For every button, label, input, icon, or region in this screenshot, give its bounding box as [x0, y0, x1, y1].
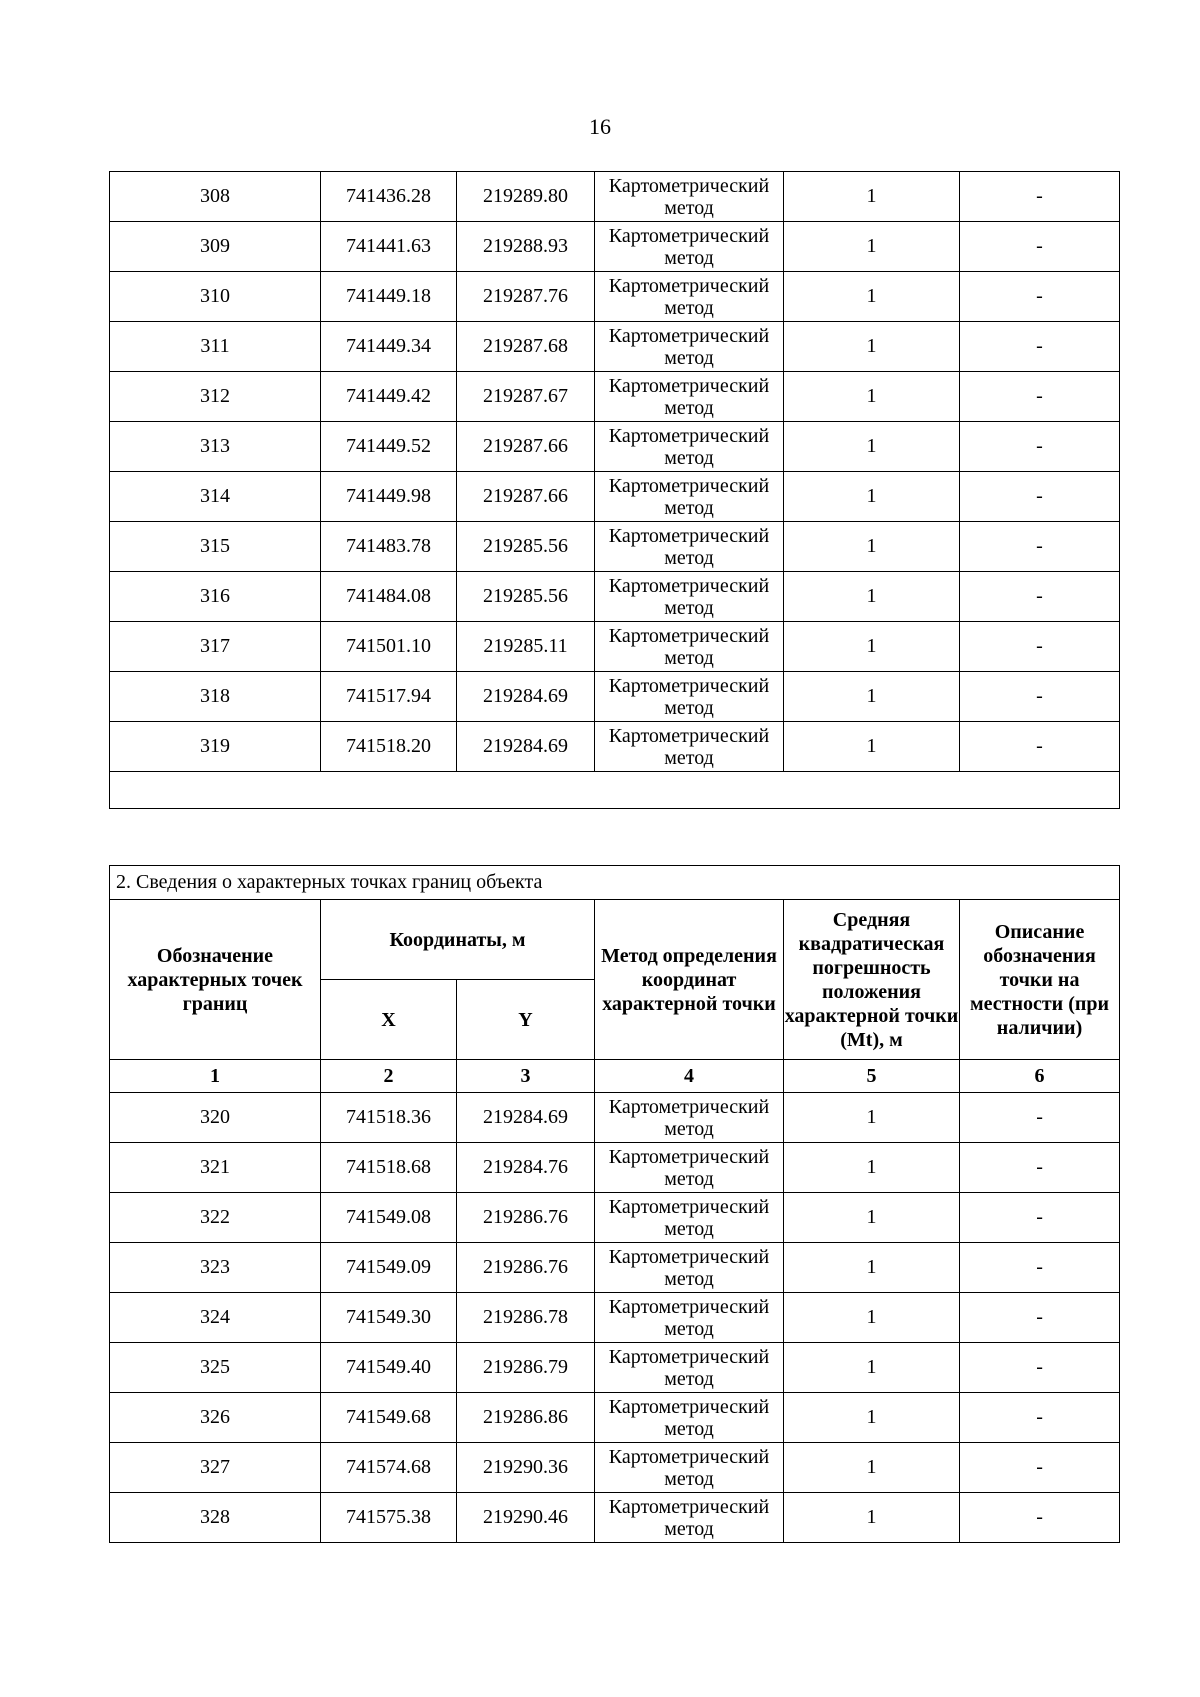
header-row-1	[110, 900, 1120, 980]
table-row	[110, 272, 1120, 322]
x-coordinate-cell: 741518.20	[321, 722, 457, 772]
x-coordinate-cell: 741441.63	[321, 222, 457, 272]
description-cell: -	[960, 372, 1120, 422]
y-coordinate-cell: 219288.93	[457, 222, 595, 272]
x-coordinate-cell: 741549.68	[321, 1393, 457, 1443]
error-cell: 1	[784, 1493, 960, 1543]
y-coordinate-cell: 219286.79	[457, 1343, 595, 1393]
method-cell: Картометрический метод	[595, 472, 784, 522]
description-cell: -	[960, 222, 1120, 272]
point-id-cell: 325	[110, 1343, 321, 1393]
point-id-cell: 323	[110, 1243, 321, 1293]
point-id-cell: 314	[110, 472, 321, 522]
boundary-points-table-continued	[109, 171, 1120, 809]
error-cell: 1	[784, 1193, 960, 1243]
header-error: Средняя квадратическая погрешность положения характерной точки (Mt), м	[784, 900, 960, 1060]
y-coordinate-cell: 219284.69	[457, 1093, 595, 1143]
point-id-cell: 316	[110, 572, 321, 622]
method-cell: Картометрический метод	[595, 1293, 784, 1343]
x-coordinate-cell: 741549.30	[321, 1293, 457, 1343]
point-id-cell: 324	[110, 1293, 321, 1343]
point-id-cell: 309	[110, 222, 321, 272]
error-cell: 1	[784, 372, 960, 422]
x-coordinate-cell: 741549.08	[321, 1193, 457, 1243]
table-row	[110, 1243, 1120, 1293]
y-coordinate-cell: 219286.76	[457, 1193, 595, 1243]
error-cell: 1	[784, 622, 960, 672]
description-cell: -	[960, 722, 1120, 772]
point-id-cell: 322	[110, 1193, 321, 1243]
table-row	[110, 1193, 1120, 1243]
header-method: Метод определения координат характерной точки	[595, 900, 784, 1060]
column-number: 2	[321, 1060, 457, 1093]
description-cell: -	[960, 1343, 1120, 1393]
error-cell: 1	[784, 1393, 960, 1443]
table-row	[110, 422, 1120, 472]
y-coordinate-cell: 219284.69	[457, 722, 595, 772]
x-coordinate-cell: 741518.36	[321, 1093, 457, 1143]
table-row	[110, 622, 1120, 672]
error-cell: 1	[784, 722, 960, 772]
method-cell: Картометрический метод	[595, 1493, 784, 1543]
error-cell: 1	[784, 222, 960, 272]
y-coordinate-cell: 219284.76	[457, 1143, 595, 1193]
empty-cell	[110, 772, 1120, 809]
header-x: X	[321, 980, 457, 1060]
description-cell: -	[960, 1093, 1120, 1143]
description-cell: -	[960, 522, 1120, 572]
method-cell: Картометрический метод	[595, 372, 784, 422]
x-coordinate-cell: 741449.52	[321, 422, 457, 472]
table-row	[110, 322, 1120, 372]
error-cell: 1	[784, 472, 960, 522]
description-cell: -	[960, 172, 1120, 222]
y-coordinate-cell: 219287.76	[457, 272, 595, 322]
error-cell: 1	[784, 1243, 960, 1293]
table-row	[110, 222, 1120, 272]
point-id-cell: 310	[110, 272, 321, 322]
y-coordinate-cell: 219284.69	[457, 672, 595, 722]
x-coordinate-cell: 741436.28	[321, 172, 457, 222]
x-coordinate-cell: 741517.94	[321, 672, 457, 722]
table1-body	[110, 172, 1120, 772]
point-id-cell: 312	[110, 372, 321, 422]
description-cell: -	[960, 622, 1120, 672]
table1-empty-row	[110, 772, 1120, 809]
description-cell: -	[960, 472, 1120, 522]
method-cell: Картометрический метод	[595, 1393, 784, 1443]
method-cell: Картометрический метод	[595, 572, 784, 622]
point-id-cell: 315	[110, 522, 321, 572]
description-cell: -	[960, 422, 1120, 472]
point-id-cell: 318	[110, 672, 321, 722]
point-id-cell: 319	[110, 722, 321, 772]
point-id-cell: 311	[110, 322, 321, 372]
error-cell: 1	[784, 172, 960, 222]
description-cell: -	[960, 672, 1120, 722]
method-cell: Картометрический метод	[595, 672, 784, 722]
header-y: Y	[457, 980, 595, 1060]
method-cell: Картометрический метод	[595, 1093, 784, 1143]
table-row	[110, 1493, 1120, 1543]
header-description: Описание обозначения точки на местности (при наличии)	[960, 900, 1120, 1060]
method-cell: Картометрический метод	[595, 522, 784, 572]
y-coordinate-cell: 219286.76	[457, 1243, 595, 1293]
error-cell: 1	[784, 672, 960, 722]
method-cell: Картометрический метод	[595, 422, 784, 472]
point-id-cell: 326	[110, 1393, 321, 1443]
table-row	[110, 1443, 1120, 1493]
description-cell: -	[960, 1293, 1120, 1343]
table-row	[110, 1093, 1120, 1143]
x-coordinate-cell: 741518.68	[321, 1143, 457, 1193]
description-cell: -	[960, 1243, 1120, 1293]
error-cell: 1	[784, 272, 960, 322]
y-coordinate-cell: 219286.86	[457, 1393, 595, 1443]
error-cell: 1	[784, 1443, 960, 1493]
method-cell: Картометрический метод	[595, 222, 784, 272]
method-cell: Картометрический метод	[595, 1343, 784, 1393]
method-cell: Картометрический метод	[595, 622, 784, 672]
column-number: 5	[784, 1060, 960, 1093]
table-row	[110, 1143, 1120, 1193]
y-coordinate-cell: 219285.11	[457, 622, 595, 672]
section-title-row	[110, 866, 1120, 900]
x-coordinate-cell: 741483.78	[321, 522, 457, 572]
header-designation: Обозначение характерных точек границ	[110, 900, 321, 1060]
description-cell: -	[960, 1443, 1120, 1493]
point-id-cell: 317	[110, 622, 321, 672]
description-cell: -	[960, 272, 1120, 322]
point-id-cell: 308	[110, 172, 321, 222]
table-row	[110, 572, 1120, 622]
description-cell: -	[960, 1393, 1120, 1443]
method-cell: Картометрический метод	[595, 322, 784, 372]
error-cell: 1	[784, 572, 960, 622]
y-coordinate-cell: 219287.68	[457, 322, 595, 372]
column-number: 1	[110, 1060, 321, 1093]
description-cell: -	[960, 572, 1120, 622]
table-row	[110, 172, 1120, 222]
y-coordinate-cell: 219285.56	[457, 522, 595, 572]
point-id-cell: 328	[110, 1493, 321, 1543]
description-cell: -	[960, 1143, 1120, 1193]
method-cell: Картометрический метод	[595, 1243, 784, 1293]
y-coordinate-cell: 219285.56	[457, 572, 595, 622]
boundary-points-table	[109, 865, 1120, 1543]
description-cell: -	[960, 1193, 1120, 1243]
table-row	[110, 672, 1120, 722]
description-cell: -	[960, 1493, 1120, 1543]
method-cell: Картометрический метод	[595, 172, 784, 222]
y-coordinate-cell: 219289.80	[457, 172, 595, 222]
x-coordinate-cell: 741449.34	[321, 322, 457, 372]
x-coordinate-cell: 741484.08	[321, 572, 457, 622]
x-coordinate-cell: 741549.09	[321, 1243, 457, 1293]
table-row	[110, 1293, 1120, 1343]
error-cell: 1	[784, 1093, 960, 1143]
error-cell: 1	[784, 1293, 960, 1343]
x-coordinate-cell: 741574.68	[321, 1443, 457, 1493]
column-number: 3	[457, 1060, 595, 1093]
x-coordinate-cell: 741449.98	[321, 472, 457, 522]
x-coordinate-cell: 741449.18	[321, 272, 457, 322]
column-number: 6	[960, 1060, 1120, 1093]
method-cell: Картометрический метод	[595, 1443, 784, 1493]
y-coordinate-cell: 219287.67	[457, 372, 595, 422]
y-coordinate-cell: 219290.46	[457, 1493, 595, 1543]
x-coordinate-cell: 741575.38	[321, 1493, 457, 1543]
error-cell: 1	[784, 422, 960, 472]
column-number: 4	[595, 1060, 784, 1093]
y-coordinate-cell: 219287.66	[457, 472, 595, 522]
y-coordinate-cell: 219290.36	[457, 1443, 595, 1493]
error-cell: 1	[784, 322, 960, 372]
table-row	[110, 1343, 1120, 1393]
y-coordinate-cell: 219286.78	[457, 1293, 595, 1343]
method-cell: Картометрический метод	[595, 722, 784, 772]
x-coordinate-cell: 741449.42	[321, 372, 457, 422]
method-cell: Картометрический метод	[595, 1143, 784, 1193]
table2-body	[110, 1093, 1120, 1543]
x-coordinate-cell: 741501.10	[321, 622, 457, 672]
table-row	[110, 1393, 1120, 1443]
error-cell: 1	[784, 1143, 960, 1193]
point-id-cell: 321	[110, 1143, 321, 1193]
table-row	[110, 722, 1120, 772]
table-row	[110, 472, 1120, 522]
point-id-cell: 320	[110, 1093, 321, 1143]
page-number: 16	[589, 114, 611, 139]
description-cell: -	[960, 322, 1120, 372]
column-numbers-row	[110, 1060, 1120, 1093]
section-title: 2. Сведения о характерных точках границ объекта	[110, 866, 1120, 900]
header-coordinates: Координаты, м	[321, 900, 595, 980]
error-cell: 1	[784, 522, 960, 572]
table-row	[110, 522, 1120, 572]
point-id-cell: 313	[110, 422, 321, 472]
table-row	[110, 372, 1120, 422]
error-cell: 1	[784, 1343, 960, 1393]
y-coordinate-cell: 219287.66	[457, 422, 595, 472]
method-cell: Картометрический метод	[595, 272, 784, 322]
method-cell: Картометрический метод	[595, 1193, 784, 1243]
point-id-cell: 327	[110, 1443, 321, 1493]
x-coordinate-cell: 741549.40	[321, 1343, 457, 1393]
